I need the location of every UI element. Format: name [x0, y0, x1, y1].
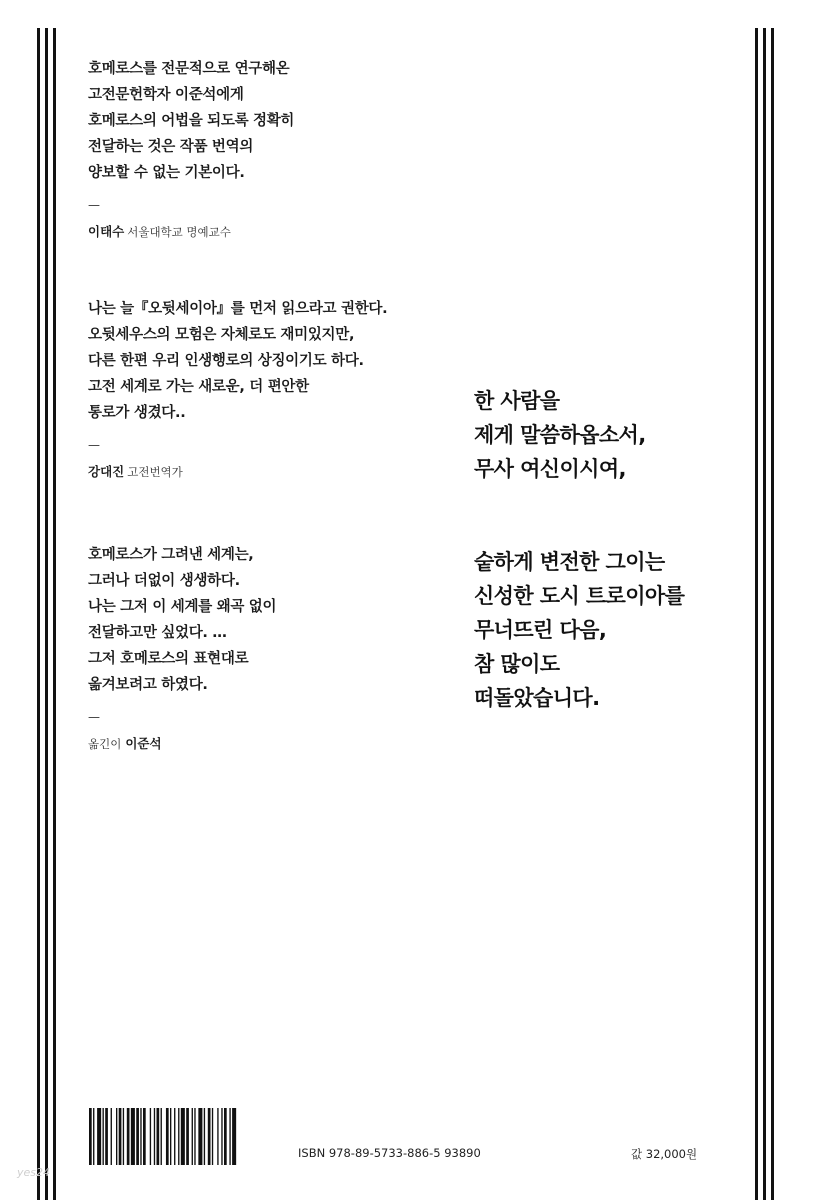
barcode-bar [119, 1108, 122, 1165]
barcode-bar [150, 1108, 151, 1165]
barcode-bar [105, 1108, 108, 1165]
barcode-bar [93, 1108, 94, 1165]
quote-attribution [88, 462, 428, 480]
verse-line: 신성한 도시 트로이아를 [474, 584, 685, 608]
quote-line: 그저 호메로스의 표현대로 [88, 651, 249, 667]
quote-line: 그러나 더없이 생생하다. [88, 573, 240, 589]
left-rule-2 [45, 28, 48, 1200]
quote-block-2 [88, 296, 428, 480]
barcode-bar [224, 1108, 227, 1165]
barcode-icon [88, 1108, 283, 1165]
barcode-bar [89, 1108, 92, 1165]
price-label: 값 32,000원 [631, 1147, 698, 1161]
author-role: 고전번역가 [127, 465, 183, 479]
barcode-bar [208, 1108, 211, 1165]
barcode-bar [127, 1108, 130, 1165]
barcode-bar [111, 1108, 112, 1165]
barcode-bar [229, 1108, 230, 1165]
quote-line: 나는 그저 이 세계를 왜곡 없이 [88, 599, 277, 615]
quote-line: 전달하는 것은 작품 번역의 [88, 139, 254, 155]
verse-line: 떠돌았습니다. [474, 686, 600, 710]
verse-line: 무너뜨린 다음, [474, 618, 607, 642]
barcode-bar [178, 1108, 179, 1165]
quote-dash: — [88, 710, 100, 724]
quote-line: 고전 세계로 가는 새로운, 더 편안한 [88, 379, 309, 395]
quote-line: 호메로스의 어법을 되도록 정확히 [88, 113, 295, 129]
quote-block-1 [88, 56, 428, 240]
barcode-bar [198, 1108, 202, 1165]
barcode-bar [212, 1108, 213, 1165]
quote-block-3 [88, 542, 428, 752]
barcode-bar [154, 1108, 155, 1165]
barcode-bar [123, 1108, 124, 1165]
barcode-bar [186, 1108, 189, 1165]
watermark-logo: yes24 [17, 1166, 51, 1179]
author-name: 이태수 [88, 224, 125, 239]
quote-line: 오뒷세우스의 모험은 자체로도 재미있지만, [88, 327, 355, 343]
quote-line: 나는 늘『오뒷세이아』를 먼저 읽으라고 권한다. [88, 301, 388, 317]
barcode-bar [204, 1108, 205, 1165]
barcode-bar [143, 1108, 146, 1165]
isbn-number: ISBN 978-89-5733-886-5 93890 [298, 1146, 481, 1160]
verse-stanza-1 [474, 384, 774, 486]
quote-attribution [88, 734, 428, 752]
barcode-bar [166, 1108, 169, 1165]
quote-dash: — [88, 438, 100, 452]
quote-line: 다른 한편 우리 인생행로의 상징이기도 하다. [88, 353, 364, 369]
quote-line: 양보할 수 없는 기본이다. [88, 165, 245, 181]
barcode-bar [161, 1108, 162, 1165]
barcode-bar [131, 1108, 135, 1165]
barcode-bar [103, 1108, 104, 1165]
quote-line: 전달하고만 싶었다. … [88, 625, 227, 641]
verse-line: 제게 말씀하옵소서, [474, 423, 646, 447]
barcode-bar [232, 1108, 236, 1165]
verse-line: 참 많이도 [474, 652, 560, 676]
verse-stanza-2 [474, 545, 774, 715]
barcode-bar [157, 1108, 160, 1165]
quote-line: 고전문헌학자 이준석에게 [88, 87, 244, 103]
quote-line: 호메로스를 전문적으로 연구해온 [88, 61, 290, 77]
barcode-bar [116, 1108, 117, 1165]
quote-attribution [88, 222, 428, 240]
barcode-bar [181, 1108, 185, 1165]
verse-line: 숱하게 변전한 그이는 [474, 550, 665, 574]
quote-line: 통로가 생겼다.. [88, 405, 186, 421]
left-rule-3 [53, 28, 56, 1200]
quote-line: 옮겨보려고 하였다. [88, 677, 208, 693]
verse-line: 무사 여신이시여, [474, 457, 626, 481]
barcode-bar [140, 1108, 141, 1165]
barcode-bar [97, 1108, 101, 1165]
translator-label: 옮긴이 [88, 737, 122, 751]
barcode-bar [192, 1108, 193, 1165]
barcode-bar [221, 1108, 222, 1165]
author-name: 강대진 [88, 464, 125, 479]
quote-line: 호메로스가 그려낸 세계는, [88, 547, 254, 563]
barcode-bar [170, 1108, 171, 1165]
quote-dash: — [88, 198, 100, 212]
left-rule-1 [37, 28, 40, 1200]
author-role: 서울대학교 명예교수 [127, 225, 231, 239]
barcode-bar [174, 1108, 175, 1165]
barcode-bar [136, 1108, 139, 1165]
verse-line: 한 사람을 [474, 389, 560, 413]
translator-name: 이준석 [125, 736, 162, 751]
barcode-bar [217, 1108, 218, 1165]
barcode-bar [194, 1108, 195, 1165]
